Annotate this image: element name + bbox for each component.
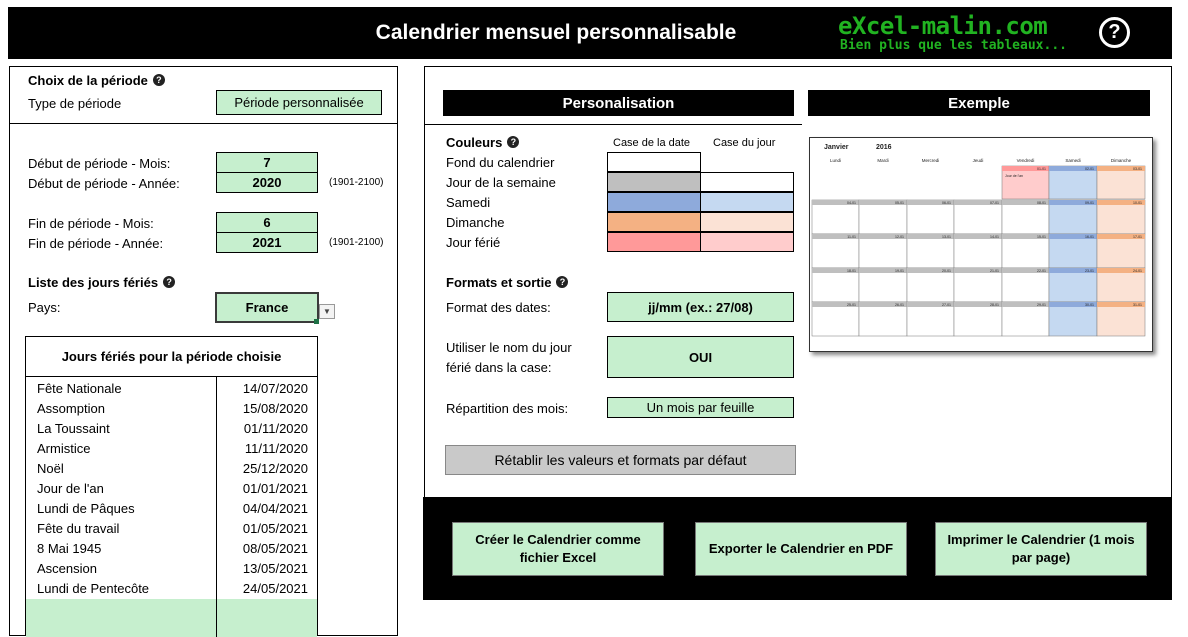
holiday-name: Assomption	[37, 401, 105, 416]
create-excel-button[interactable]: Créer le Calendrier comme fichier Excel	[452, 522, 664, 576]
holidays-table-title: Jours fériés pour la période choisie	[26, 337, 317, 377]
day-cell-color-swatch[interactable]	[700, 212, 794, 232]
example-date-label: 27-01	[942, 303, 951, 308]
example-date-label: 24-01	[1133, 269, 1142, 274]
holiday-date: 25/12/2020	[242, 461, 308, 476]
holiday-date: 01/01/2021	[242, 481, 308, 496]
example-weekday: Lundi	[829, 158, 842, 163]
period-type-label: Type de période	[28, 96, 122, 111]
holidays-table-footer	[26, 599, 317, 637]
holiday-name: La Toussaint	[37, 421, 110, 436]
example-date-label: 13-01	[942, 235, 951, 240]
holiday-name: Fête Nationale	[37, 381, 122, 396]
example-holiday-label: Jour de l'an	[1005, 174, 1023, 178]
example-date-label: 08-01	[1037, 201, 1046, 206]
date-cell-color-swatch[interactable]	[607, 212, 701, 232]
example-date-label: 12-01	[895, 235, 904, 240]
holiday-name: Armistice	[37, 441, 91, 456]
example-date-label: 05-01	[895, 201, 904, 206]
holiday-date: 04/04/2021	[242, 501, 308, 516]
divider	[9, 123, 398, 124]
list-item	[26, 578, 318, 598]
example-date-label: 23-01	[1085, 269, 1094, 274]
help-icon[interactable]: ?	[556, 276, 568, 288]
end-year-label: Fin de période - Année:	[28, 236, 164, 251]
holiday-name: Noël	[37, 461, 64, 476]
list-item	[26, 458, 318, 478]
help-icon[interactable]: ?	[153, 74, 165, 86]
holiday-name: Lundi de Pentecôte	[37, 581, 150, 596]
date-cell-color-swatch[interactable]	[607, 232, 701, 252]
list-item	[26, 418, 318, 438]
date-cell-color-swatch[interactable]	[607, 192, 701, 212]
example-date-label: 22-01	[1037, 269, 1046, 274]
list-item	[26, 478, 318, 498]
example-calendar-svg	[810, 138, 1152, 351]
holiday-date: 01/05/2021	[242, 521, 308, 536]
example-month: Janvier	[824, 144, 849, 151]
example-date-label: 14-01	[990, 235, 999, 240]
example-header: Exemple	[808, 90, 1150, 116]
colors-label: Couleurs ?	[446, 135, 519, 150]
day-cell-color-swatch[interactable]	[700, 172, 794, 192]
example-date-label: 29-01	[1037, 303, 1046, 308]
example-weekday: Samedi	[1065, 158, 1081, 163]
example-year: 2016	[876, 144, 892, 151]
list-item	[26, 538, 318, 558]
example-date-label: 04-01	[847, 201, 856, 206]
holiday-date: 08/05/2021	[242, 541, 308, 556]
example-date-label: 06-01	[942, 201, 951, 206]
example-date-label: 15-01	[1037, 235, 1046, 240]
end-month-label: Fin de période - Mois:	[28, 216, 154, 231]
example-date-label: 11-01	[847, 235, 856, 240]
start-month-input[interactable]: 7	[216, 152, 318, 173]
example-date-label: 02-01	[1085, 167, 1094, 172]
col-day-header: Case du jour	[713, 137, 776, 149]
holiday-name: Jour de l'an	[37, 481, 104, 496]
holiday-name: Lundi de Pâques	[37, 501, 135, 516]
logo-text: eXcel-malin.com	[838, 12, 1048, 40]
example-calendar	[809, 137, 1153, 352]
date-cell-color-swatch[interactable]	[607, 152, 701, 172]
list-item	[26, 558, 318, 578]
color-row-label: Fond du calendrier	[446, 155, 555, 170]
help-icon[interactable]: ?	[507, 136, 519, 148]
example-weekday: Mardi	[877, 158, 889, 163]
date-format-select[interactable]: jj/mm (ex.: 27/08)	[607, 292, 794, 322]
example-date-label: 26-01	[895, 303, 904, 308]
color-row-label: Dimanche	[446, 215, 505, 230]
example-date-label: 10-01	[1133, 201, 1142, 206]
example-weekday: Dimanche	[1110, 158, 1132, 163]
example-weekday: Jeudi	[972, 158, 984, 163]
export-pdf-button[interactable]: Exporter le Calendrier en PDF	[695, 522, 907, 576]
holiday-date: 15/08/2020	[242, 401, 308, 416]
column-divider	[216, 599, 217, 637]
holiday-date: 14/07/2020	[242, 381, 308, 396]
end-month-input[interactable]: 6	[216, 212, 318, 233]
example-date-label: 01-01	[1037, 167, 1046, 172]
start-year-label: Début de période - Année:	[28, 176, 180, 191]
color-row-label: Jour de la semaine	[446, 175, 556, 190]
example-weekday: Mercredi	[921, 158, 940, 163]
list-item	[26, 518, 318, 538]
example-date-label: 07-01	[990, 201, 999, 206]
divider	[424, 124, 802, 125]
example-date-label: 03-01	[1133, 167, 1142, 172]
country-label: Pays:	[28, 300, 61, 315]
cell-handle	[314, 319, 319, 324]
end-year-range: (1901-2100)	[329, 237, 384, 248]
logo-tagline: Bien plus que les tableaux...	[840, 38, 1067, 53]
example-weekday: Vendredi	[1016, 158, 1035, 163]
example-date-label: 16-01	[1085, 235, 1094, 240]
chevron-down-icon[interactable]: ▼	[319, 304, 335, 319]
print-button[interactable]: Imprimer le Calendrier (1 mois par page)	[935, 522, 1147, 576]
date-cell-color-swatch[interactable]	[607, 172, 701, 192]
holiday-name: Fête du travail	[37, 521, 120, 536]
start-year-input[interactable]: 2020	[216, 172, 318, 193]
country-select[interactable]: France	[215, 292, 319, 323]
example-date-label: 18-01	[847, 269, 856, 274]
formats-label: Formats et sortie ?	[446, 275, 568, 290]
example-date-label: 19-01	[895, 269, 904, 274]
col-date-header: Case de la date	[613, 137, 691, 149]
period-type-select[interactable]: Période personnalisée	[216, 90, 382, 115]
start-year-range: (1901-2100)	[329, 177, 384, 188]
holiday-name-label-line1: Utiliser le nom du jour	[446, 340, 572, 355]
example-date-label: 17-01	[1133, 235, 1142, 240]
page-title: Calendrier mensuel personnalisable	[375, 21, 737, 44]
date-format-label: Format des dates:	[446, 300, 551, 315]
example-date-label: 21-01	[990, 269, 999, 274]
help-icon[interactable]: ?	[163, 276, 175, 288]
holidays-section-label: Liste des jours fériés ?	[28, 275, 175, 290]
end-year-input[interactable]: 2021	[216, 232, 318, 253]
color-row-label: Jour férié	[446, 235, 501, 250]
distribution-label: Répartition des mois:	[446, 401, 569, 416]
distribution-select[interactable]: Un mois par feuille	[607, 397, 794, 418]
example-date-label: 31-01	[1133, 303, 1142, 308]
example-date-label: 25-01	[847, 303, 856, 308]
day-cell-color-swatch[interactable]	[700, 192, 794, 212]
holiday-date: 01/11/2020	[243, 421, 308, 436]
reset-defaults-button[interactable]: Rétablir les valeurs et formats par défaut	[445, 445, 796, 475]
example-date-label: 28-01	[990, 303, 999, 308]
holiday-name-select[interactable]: OUI	[607, 336, 794, 378]
question-circle-icon[interactable]: ?	[1099, 17, 1130, 48]
holidays-table	[25, 336, 318, 636]
holiday-date: 13/05/2021	[242, 561, 308, 576]
holiday-date: 24/05/2021	[242, 581, 308, 596]
day-cell-color-swatch[interactable]	[700, 232, 794, 252]
start-month-label: Début de période - Mois:	[28, 156, 171, 171]
example-date-label: 20-01	[942, 269, 951, 274]
list-item	[26, 398, 318, 418]
color-row-label: Samedi	[446, 195, 491, 210]
list-item	[26, 498, 318, 518]
holiday-name: 8 Mai 1945	[37, 541, 102, 556]
holiday-date: 11/11/2020	[244, 441, 308, 456]
personalisation-header: Personalisation	[443, 90, 794, 116]
holiday-name: Ascension	[37, 561, 97, 576]
list-item	[26, 438, 318, 458]
holiday-name-label-line2: férié dans la case:	[446, 360, 552, 375]
example-date-label: 09-01	[1085, 201, 1094, 206]
example-date-label: 30-01	[1085, 303, 1094, 308]
list-item	[26, 378, 318, 398]
period-section-label: Choix de la période ?	[28, 73, 165, 88]
